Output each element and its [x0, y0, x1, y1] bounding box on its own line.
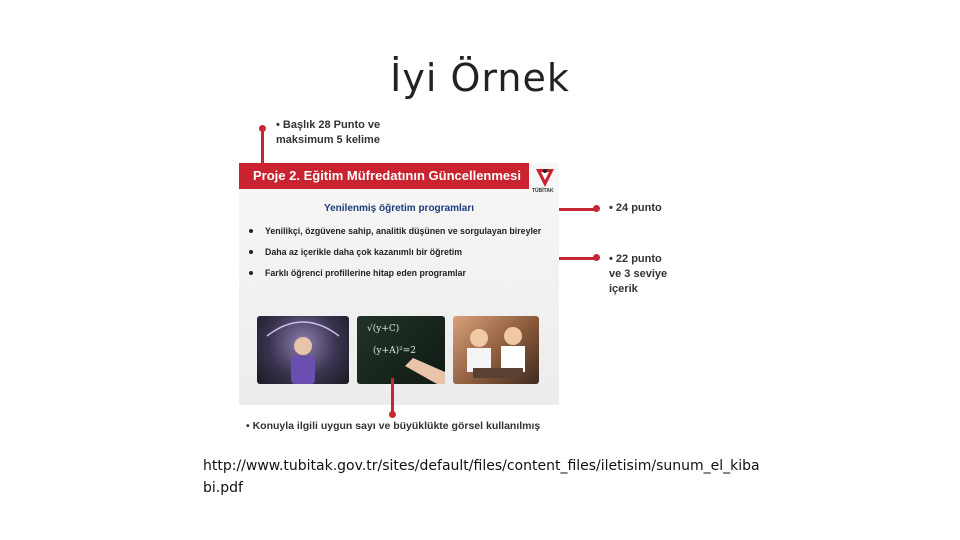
- slide-title: İyi Örnek: [390, 56, 570, 100]
- chalkboard-formula-2: (y+A)²=2: [373, 346, 417, 356]
- tubitak-logo-text: TÜBİTAK: [532, 188, 554, 194]
- callout-right-2-line: [559, 257, 597, 260]
- callout-right-2-dot: [593, 254, 600, 261]
- list-item: Farklı öğrenci profillerine hitap eden programlar: [247, 267, 547, 279]
- photo-child-science: [257, 316, 349, 384]
- callout-bottom-line: [391, 378, 394, 414]
- chalkboard-formula-1: √(y+C): [367, 324, 400, 334]
- photo-students-lab: [453, 316, 539, 384]
- photo-chalkboard: [357, 316, 445, 384]
- callout-body-size: • 22 punto ve 3 seviye içerik: [609, 253, 668, 295]
- callout-right-1-dot: [593, 205, 600, 212]
- example-slide-subtitle: Yenilenmiş öğretim programları: [323, 203, 475, 214]
- callout-right-1-line: [559, 208, 597, 211]
- example-slide-bullets: [247, 225, 547, 288]
- example-slide-banner: Proje 2. Eğitim Müfredatının Güncellenmesi: [239, 163, 529, 189]
- example-slide-image: [239, 163, 559, 405]
- callout-visuals: • Konuyla ilgili uygun sayı ve büyüklükte görsel kullanılmış: [246, 420, 541, 432]
- list-item: Daha az içerikle daha çok kazanımlı bir öğretim: [247, 246, 547, 258]
- list-item: Yenilikçi, özgüvene sahip, analitik düşünen ve sorgulayan bireyler: [247, 225, 547, 237]
- source-link[interactable]: http://www.tubitak.gov.tr/sites/default/files/content_files/iletisim/sunum_el_kibabi.pdf: [203, 458, 760, 496]
- callout-subtitle-size: • 24 punto: [609, 202, 662, 214]
- callout-bottom-dot: [389, 411, 396, 418]
- callout-top-line: [261, 129, 264, 165]
- callout-title-size: • Başlık 28 Punto ve maksimum 5 kelime: [276, 119, 381, 146]
